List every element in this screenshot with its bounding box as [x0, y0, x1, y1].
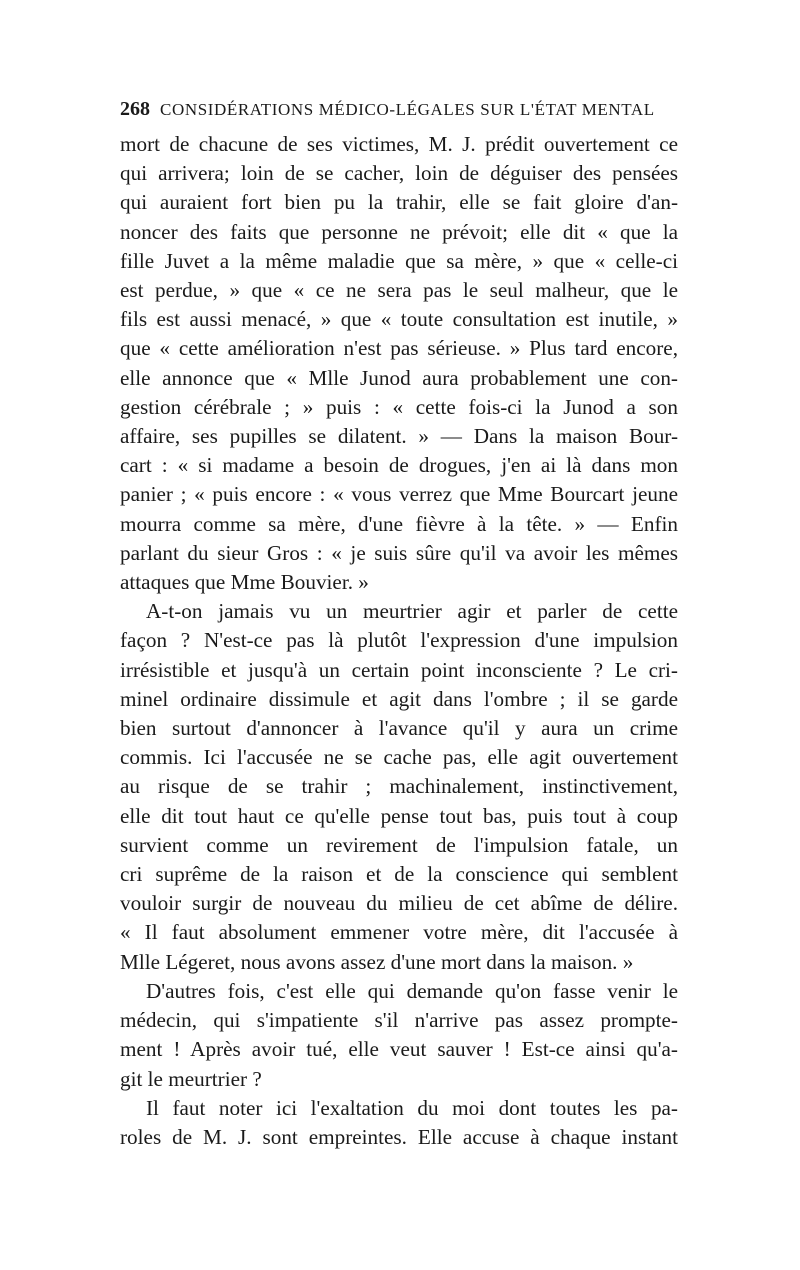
text-line: fille Juvet a la même maladie que sa mère, » que « celle-ci — [120, 248, 678, 273]
text-line: parlant du sieur Gros : « je suis sûre qu'il va avoir les mêmes — [120, 540, 678, 565]
text-line: affaire, ses pupilles se dilatent. » — Dans la maison Bour- — [120, 424, 678, 449]
text-line: ment ! Après avoir tué, elle veut sauver ! Est-ce ainsi qu'a- — [120, 1037, 678, 1062]
text-line: roles de M. J. sont empreintes. Elle accuse à chaque instant — [120, 1124, 678, 1149]
paragraph-3 — [120, 977, 678, 1094]
text-line: survient comme un revirement de l'impulsion fatale, un — [120, 832, 678, 857]
text-line: bien surtout d'annoncer à l'avance qu'il y aura un crime — [120, 716, 678, 741]
body-text — [120, 130, 678, 1152]
text-line: cart : « si madame a besoin de drogues, j'en ai là dans mon — [120, 453, 678, 478]
text-line: façon ? N'est-ce pas là plutôt l'expression d'une impulsion — [120, 628, 678, 653]
text-line: gestion cérébrale ; » puis : « cette fois-ci la Junod a son — [120, 394, 678, 419]
text-line: « Il faut absolument emmener votre mère, dit l'accusée à — [120, 920, 678, 945]
text-line: cri suprême de la raison et de la conscience qui semblent — [120, 862, 678, 887]
text-line: qui auraient fort bien pu la trahir, elle se fait gloire d'an- — [120, 190, 678, 215]
text-line: minel ordinaire dissimule et agit dans l'ombre ; il se garde — [120, 686, 678, 711]
text-line: est perdue, » que « ce ne sera pas le seul malheur, que le — [120, 278, 678, 303]
book-page — [120, 98, 678, 1152]
text-line: médecin, qui s'impatiente s'il n'arrive pas assez prompte- — [120, 1008, 678, 1033]
text-line: Il faut noter ici l'exaltation du moi dont toutes les pa- — [146, 1095, 678, 1120]
text-line: attaques que Mme Bouvier. » — [120, 570, 369, 595]
paragraph-1 — [120, 130, 678, 597]
text-line: mort de chacune de ses victimes, M. J. prédit ouvertement ce — [120, 132, 678, 156]
text-line: irrésistible et jusqu'à un certain point inconsciente ? Le cri- — [120, 657, 678, 682]
page-number: 268 — [120, 98, 150, 120]
text-line: au risque de se trahir ; machinalement, instinctivement, — [120, 774, 678, 799]
text-line: D'autres fois, c'est elle qui demande qu'on fasse venir le — [146, 978, 678, 1003]
text-line: commis. Ici l'accusée ne se cache pas, elle agit ouvertement — [120, 745, 678, 770]
text-line: elle annonce que « Mlle Junod aura probablement une con- — [120, 365, 678, 390]
text-line: A-t-on jamais vu un meurtrier agir et parler de cette — [146, 599, 678, 624]
text-line: elle dit tout haut ce qu'elle pense tout bas, puis tout à coup — [120, 803, 678, 828]
text-line: vouloir surgir de nouveau du milieu de cet abîme de délire. — [120, 891, 678, 916]
text-line: noncer des faits que personne ne prévoit; elle dit « que la — [120, 219, 678, 244]
text-line: panier ; « puis encore : « vous verrez que Mme Bourcart jeune — [120, 482, 678, 507]
paragraph-4 — [120, 1094, 678, 1152]
text-line: qui arrivera; loin de se cacher, loin de déguiser des pensées — [120, 161, 678, 186]
running-title: CONSIDÉRATIONS MÉDICO-LÉGALES SUR L'ÉTAT MENTAL — [160, 100, 655, 119]
paragraph-2 — [120, 597, 678, 977]
text-line: mourra comme sa mère, d'une fièvre à la tête. » — Enfin — [120, 511, 678, 536]
text-line: que « cette amélioration n'est pas sérieuse. » Plus tard encore, — [120, 336, 678, 361]
text-line: git le meurtrier ? — [120, 1066, 262, 1091]
text-line: Mlle Légeret, nous avons assez d'une mort dans la maison. » — [120, 949, 634, 974]
text-line: fils est aussi menacé, » que « toute consultation est inutile, » — [120, 307, 678, 332]
running-header — [120, 98, 678, 124]
